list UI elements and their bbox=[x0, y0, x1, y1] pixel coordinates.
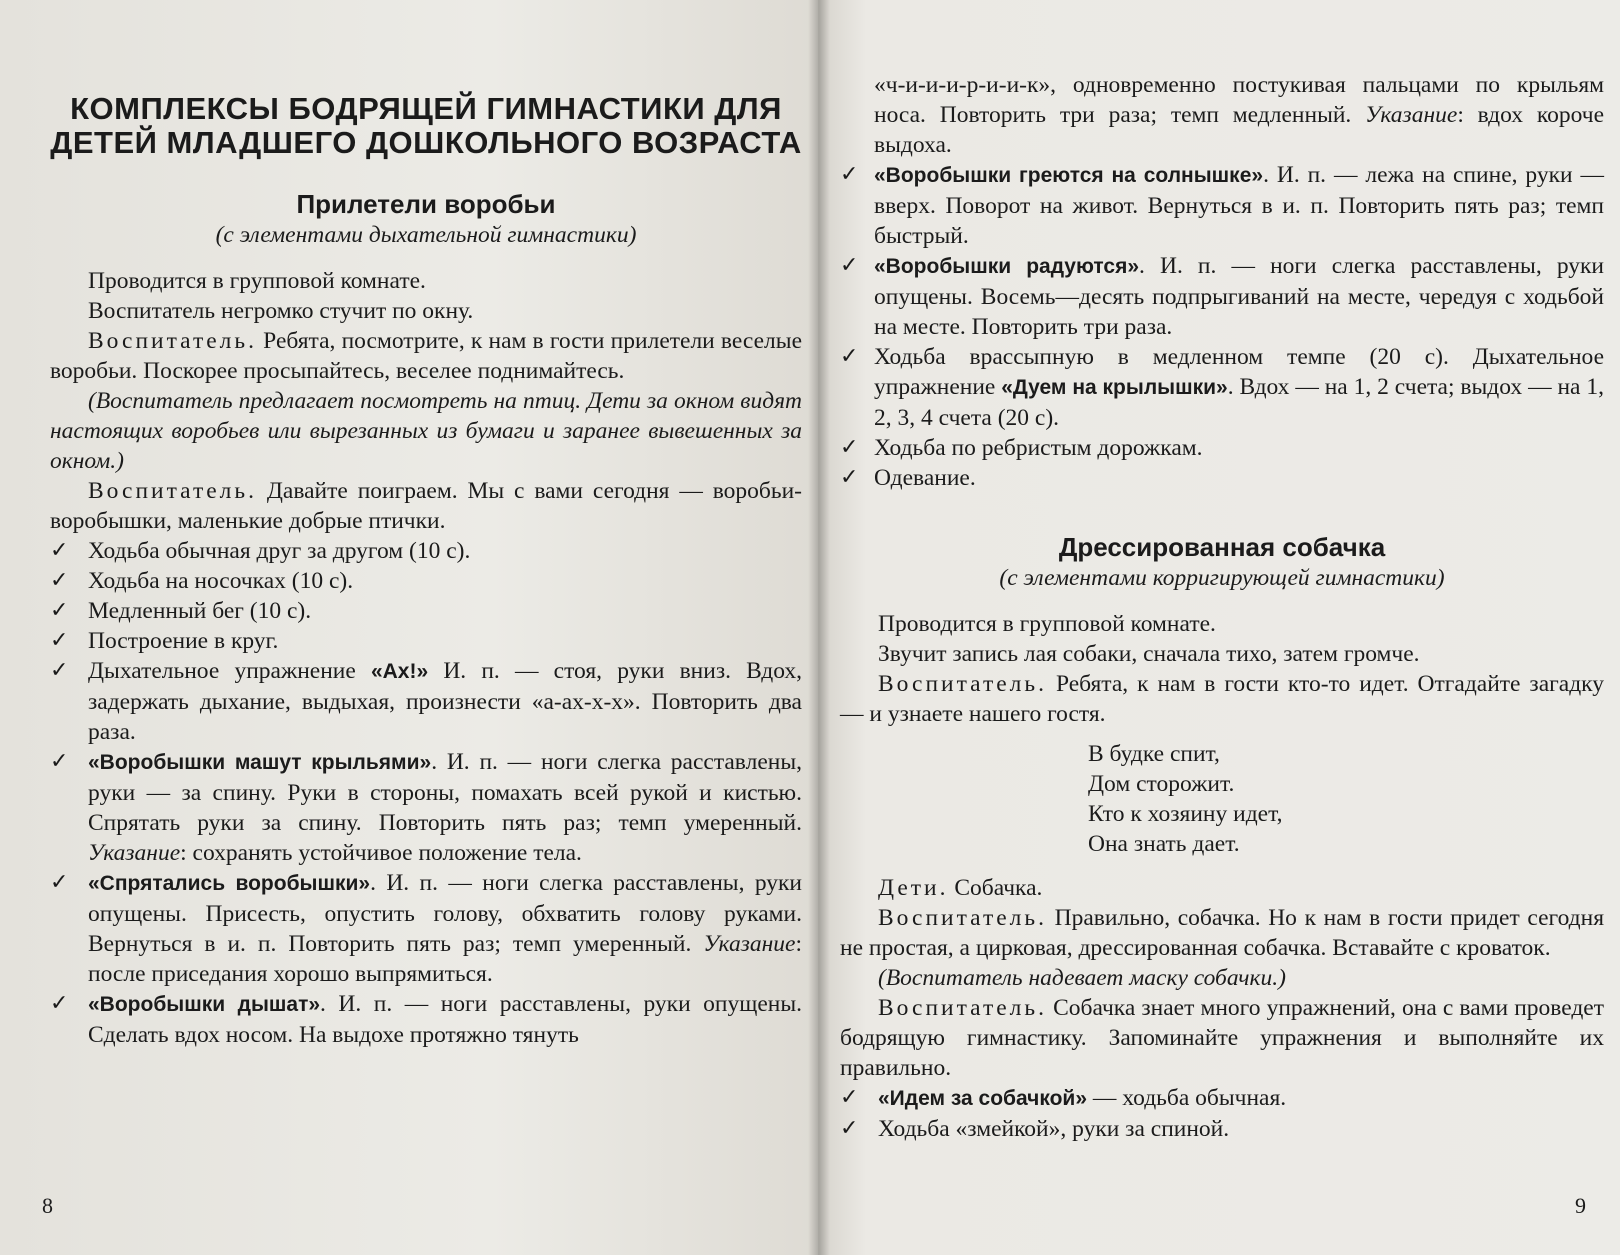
list-item bbox=[50, 566, 802, 596]
list-item bbox=[840, 433, 1604, 463]
exercise-name: «Воробышки греются на солнышке» bbox=[874, 164, 1264, 187]
poem-line: Она знать дает. bbox=[1088, 831, 1240, 857]
list-item-text: Дыхательное упражнение bbox=[88, 658, 371, 684]
checkmark-icon: ✓ bbox=[840, 1085, 859, 1110]
list-item bbox=[50, 747, 802, 868]
exercise-name: «Идем за собачкой» bbox=[878, 1087, 1088, 1110]
left-page-text bbox=[50, 92, 802, 1050]
riddle-poem bbox=[840, 739, 1604, 859]
book-gutter-shadow bbox=[808, 0, 830, 1255]
checkmark-icon: ✓ bbox=[840, 1116, 859, 1141]
poem-line: Дом сторожит. bbox=[1088, 771, 1235, 797]
list-item-text: . И. п. — ноги расставлены, руки опущены. Сделать вдох носом. На выдохе протяжно тянуть bbox=[88, 991, 802, 1048]
list-item-text: Ходьба на носочках (10 с). bbox=[88, 568, 354, 594]
list-item-text: . И. п. — ноги слегка расставлены, руки опущены. Восемь—десять подпрыгиваний на месте, чередуя с ходьбой на месте. Повторить три раза. bbox=[874, 253, 1604, 340]
continued-text: : вдох короче выдоха. bbox=[874, 102, 1605, 158]
chapter-title: КОМПЛЕКСЫ БОДРЯЩЕЙ ГИМНАСТИКИ ДЛЯ ДЕТЕЙ МЛАДШЕГО ДОШКОЛЬНОГО ВОЗРАСТА bbox=[50, 91, 802, 160]
paragraph: Звучит запись лая собаки, сначала тихо, затем громче. bbox=[878, 641, 1420, 667]
list-item-text: Построение в круг. bbox=[88, 628, 279, 654]
speech-text: Ребята, к нам в гости кто-то идет. Отгадайте загадку — и узнаете нашего гостя. bbox=[840, 671, 1604, 727]
section-subtitle: (с элементами корригирующей гимнастики) bbox=[999, 565, 1445, 591]
paragraph: Проводится в групповой комнате. bbox=[878, 611, 1216, 637]
list-item bbox=[50, 596, 802, 626]
list-item bbox=[840, 1083, 1604, 1114]
speech-text: Собачка знает много упражнений, она с вами проведет бодрящую гимнастику. Запоминайте упражнения и выполняйте их правильно. bbox=[840, 995, 1604, 1081]
continued-text: «ч-и-и-и-р-и-и-к», одновременно постукивая пальцами по крыльям носа. Повторить три раза; темп медленный. bbox=[874, 72, 1604, 128]
paragraph bbox=[50, 476, 802, 536]
exercise-name: «Ах!» bbox=[370, 660, 429, 683]
speaker-label: Воспитатель. bbox=[88, 328, 257, 354]
speech-text: Ребята, посмотрите, к нам в гости прилетели веселые воробьи. Поскорее просыпайтесь, веселее поднимайтесь. bbox=[50, 328, 802, 384]
poem-line: В будке спит, bbox=[1088, 741, 1220, 767]
speaker-label: Воспитатель. bbox=[88, 478, 257, 504]
list-item bbox=[50, 989, 802, 1050]
exercise-name: «Воробышки дышат» bbox=[88, 993, 321, 1016]
checkmark-icon: ✓ bbox=[840, 435, 859, 460]
speaker-label: Воспитатель. bbox=[878, 671, 1047, 697]
exercise-name: «Спрятались воробышки» bbox=[88, 872, 371, 895]
list-item-text: Медленный бег (10 с). bbox=[88, 598, 312, 624]
poem-line: Кто к хозяину идет, bbox=[1088, 801, 1283, 827]
speech-text: Давайте поиграем. Мы с вами сегодня — воробьи-воробышки, маленькие добрые птички. bbox=[50, 478, 802, 534]
checkmark-icon: ✓ bbox=[50, 749, 69, 774]
list-item-text: : сохранять устойчивое положение тела. bbox=[180, 840, 582, 866]
checkmark-icon: ✓ bbox=[840, 465, 859, 490]
list-item bbox=[840, 1114, 1604, 1144]
section-title: Прилетели воробьи bbox=[296, 189, 556, 219]
checkmark-icon: ✓ bbox=[840, 253, 859, 278]
speaker-label: Дети. bbox=[878, 875, 949, 901]
checkmark-icon: ✓ bbox=[50, 991, 69, 1016]
right-page-text bbox=[840, 70, 1604, 1144]
list-item bbox=[840, 251, 1604, 342]
section-subtitle: (с элементами дыхательной гимнастики) bbox=[215, 222, 637, 248]
list-item-text: Одевание. bbox=[874, 465, 976, 491]
section-title: Дрессированная собачка bbox=[1058, 532, 1386, 562]
list-item-text: И. п. — стоя, руки вниз. Вдох, задержать дыхание, выдыхая, произнести «а-ах-х-х». Повторить два раза. bbox=[88, 658, 802, 745]
list-item-text: . И. п. — ноги слегка расставлены, руки — за спину. Руки в стороны, помахать всей рукой и кистью. Спрятать руки за спину. Повторить пять раз; темп умеренный. bbox=[88, 749, 802, 836]
paragraph: Воспитатель негромко стучит по окну. bbox=[88, 298, 474, 324]
list-item-text: . Вдох — на 1, 2 счета; выдох — на 1, 2, 3, 4 счета (20 с). bbox=[874, 374, 1604, 431]
checkmark-icon: ✓ bbox=[840, 344, 859, 369]
list-item-text: Ходьба «змейкой», руки за спиной. bbox=[878, 1116, 1230, 1142]
stage-direction: (Воспитатель предлагает посмотреть на птиц. Дети за окном видят настоящих воробьев или вырезанных из бумаги и заранее вывешенных за окном.) bbox=[50, 388, 802, 474]
paragraph bbox=[840, 903, 1604, 963]
paragraph bbox=[840, 669, 1604, 729]
list-item bbox=[50, 868, 802, 989]
list-item-text: Ходьба обычная друг за другом (10 с). bbox=[88, 538, 471, 564]
list-item bbox=[840, 160, 1604, 251]
checkmark-icon: ✓ bbox=[50, 598, 69, 623]
paragraph bbox=[840, 70, 1604, 160]
checkmark-icon: ✓ bbox=[50, 628, 69, 653]
note-label: Указание bbox=[1365, 102, 1458, 128]
list-item bbox=[50, 536, 802, 566]
exercise-name: «Воробышки радуются» bbox=[874, 255, 1140, 278]
note-label: Указание bbox=[88, 840, 181, 866]
list-item-text: Ходьба по ребристым дорожкам. bbox=[874, 435, 1203, 461]
list-item bbox=[840, 342, 1604, 433]
list-item-text: . И. п. — ноги слегка расставлены, руки опущены. Присесть, опустить голову, обхватить голову руками. Вернуться в и. п. Повторить пять раз; темп умеренный. bbox=[88, 870, 803, 957]
checkmark-icon: ✓ bbox=[50, 658, 69, 683]
speaker-label: Воспитатель. bbox=[878, 995, 1047, 1021]
checkmark-icon: ✓ bbox=[50, 870, 69, 895]
exercise-name: «Дуем на крылышки» bbox=[1001, 376, 1228, 399]
list-item-text: Ходьба врассыпную в медленном темпе (20 с). Дыхательное упражнение bbox=[874, 344, 1604, 400]
list-item bbox=[50, 656, 802, 747]
speech-text: Правильно, собачка. Но к нам в гости придет сегодня не простая, а цирковая, дрессированная собачка. Вставайте с кроваток. bbox=[840, 905, 1604, 961]
paragraph bbox=[840, 993, 1604, 1083]
checkmark-icon: ✓ bbox=[50, 568, 69, 593]
right-page bbox=[818, 0, 1620, 1255]
list-item bbox=[50, 626, 802, 656]
exercise-name: «Воробышки машут крыльями» bbox=[88, 751, 432, 774]
paragraph bbox=[840, 873, 1604, 903]
speech-text: Собачка. bbox=[948, 875, 1043, 901]
list-item-text: : после приседания хорошо выпрямиться. bbox=[88, 931, 802, 987]
list-item bbox=[840, 463, 1604, 493]
paragraph bbox=[50, 326, 802, 386]
stage-direction: (Воспитатель надевает маску собачки.) bbox=[878, 965, 1286, 991]
speaker-label: Воспитатель. bbox=[878, 905, 1047, 931]
checkmark-icon: ✓ bbox=[840, 162, 859, 187]
checkmark-icon: ✓ bbox=[50, 538, 69, 563]
list-item-text: — ходьба обычная. bbox=[1087, 1085, 1287, 1111]
list-item-text: . И. п. — лежа на спине, руки — вверх. Поворот на живот. Вернуться в и. п. Повторить пять раз; темп быстрый. bbox=[874, 162, 1604, 249]
page-number: 9 bbox=[1575, 1193, 1586, 1218]
note-label: Указание bbox=[703, 931, 796, 957]
page-number: 8 bbox=[42, 1193, 53, 1218]
paragraph: Проводится в групповой комнате. bbox=[88, 268, 426, 294]
